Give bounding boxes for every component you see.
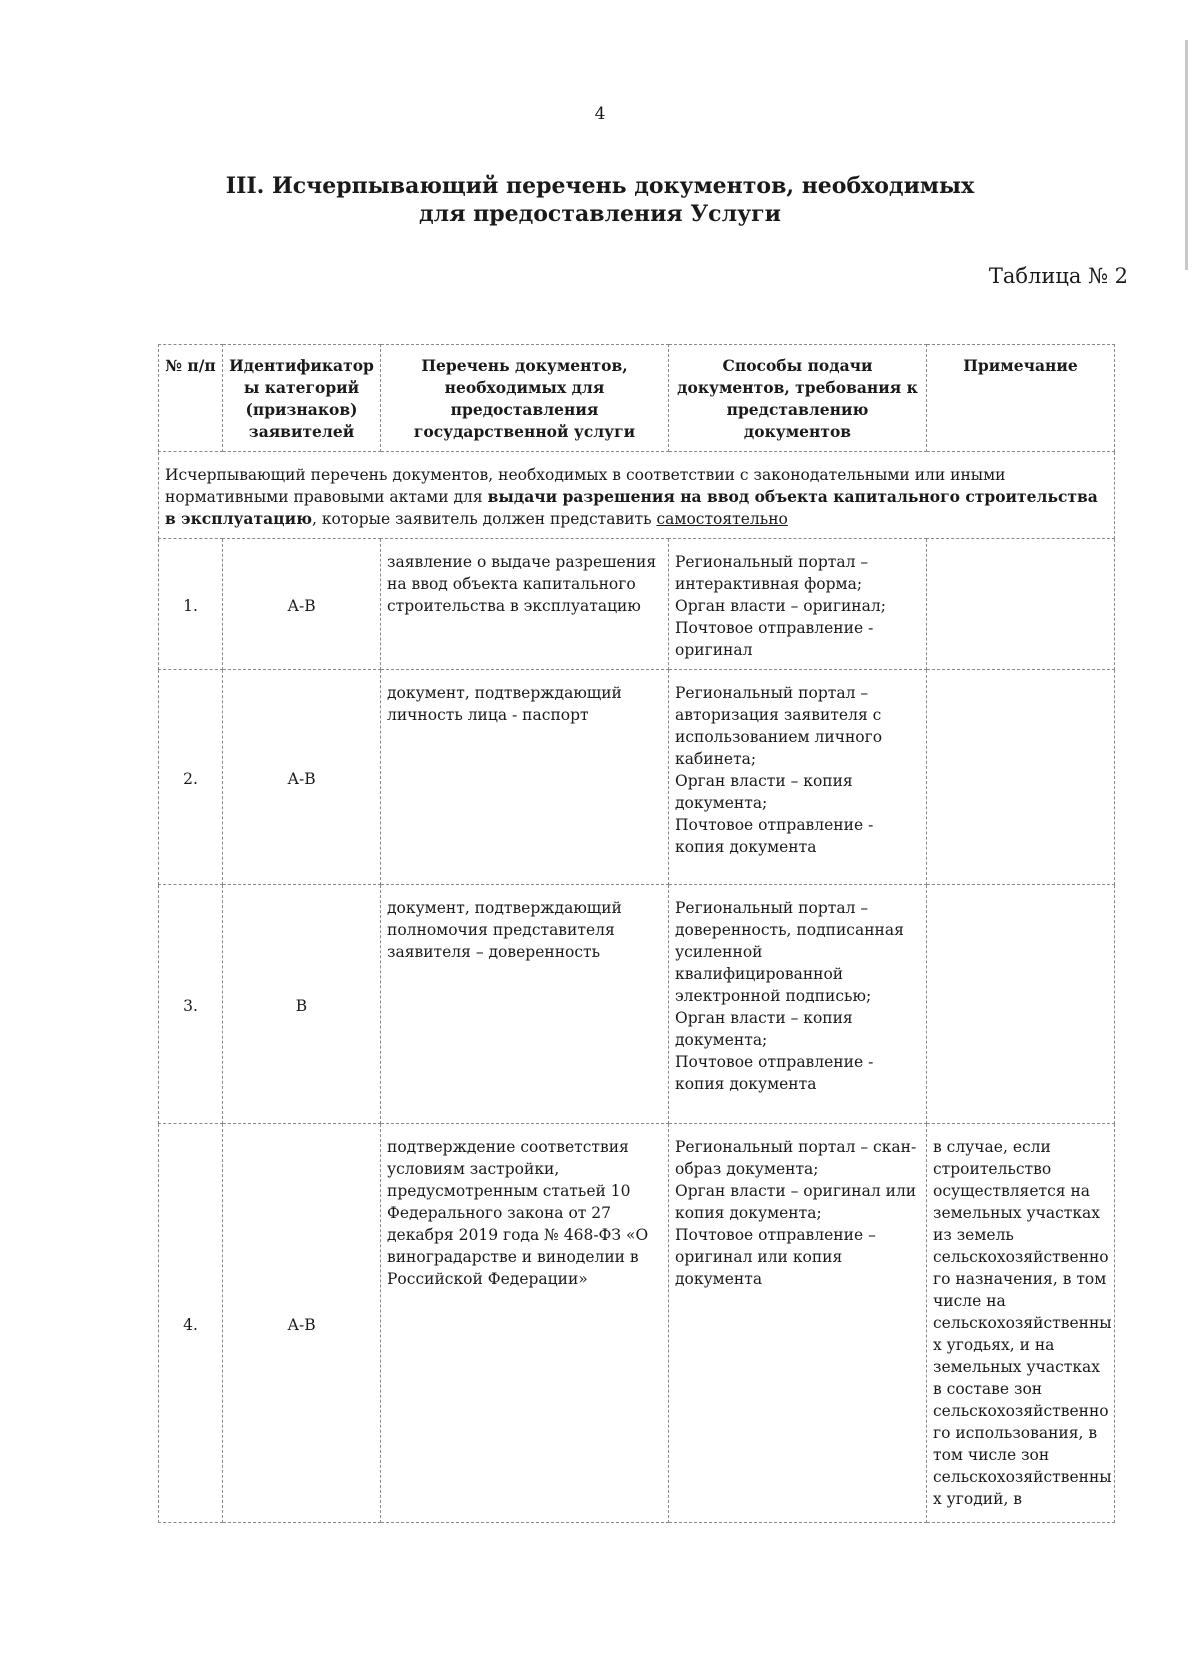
scan-edge-mark: [1185, 40, 1188, 270]
row-method: Орган власти – копия документа;: [675, 772, 853, 812]
intro-row: [159, 452, 1115, 539]
table-row: [159, 670, 1115, 885]
page-number: 4: [594, 104, 606, 124]
row-category: А-В: [223, 670, 381, 885]
row-document: документ, подтверждающий полномочия представителя заявителя – доверенность: [381, 885, 669, 1124]
row-method: Орган власти – оригинал;: [675, 597, 886, 615]
table-row: [159, 1124, 1115, 1523]
section-title-line-2: для предоставления Услуги: [419, 201, 781, 227]
documents-table: [158, 344, 1115, 1523]
row-methods: [669, 539, 927, 670]
row-category: А-В: [223, 1124, 381, 1523]
row-number: 4.: [159, 1124, 223, 1523]
row-number: 2.: [159, 670, 223, 885]
row-method: Почтовое отправление – оригинал или копия документа: [675, 1226, 876, 1288]
row-note: [927, 539, 1115, 670]
row-document: заявление о выдаче разрешения на ввод объекта капитального строительства в эксплуатацию: [381, 539, 669, 670]
row-document: документ, подтверждающий личность лица - паспорт: [381, 670, 669, 885]
table-caption: Таблица № 2: [988, 264, 1128, 288]
row-category: А-В: [223, 539, 381, 670]
section-title: [0, 172, 1200, 228]
row-method: Почтовое отправление - копия документа: [675, 816, 874, 856]
row-methods: [669, 670, 927, 885]
header-note: Примечание: [927, 345, 1115, 452]
row-method: Региональный портал – интерактивная форма;: [675, 553, 869, 593]
row-method: Почтовое отправление - копия документа: [675, 1053, 874, 1093]
intro-part-3: , которые заявитель должен представить: [311, 510, 657, 528]
row-method: Орган власти – оригинал или копия документа;: [675, 1182, 917, 1222]
intro-part-2: выдачи разрешения на ввод объекта капитального строительства в эксплуатацию: [165, 487, 1098, 528]
row-methods: [669, 885, 927, 1124]
intro-text: [159, 452, 1115, 539]
section-title-line-1: III. Исчерпывающий перечень документов, необходимых: [225, 173, 975, 199]
row-note: [927, 885, 1115, 1124]
row-method: Орган власти – копия документа;: [675, 1009, 853, 1049]
row-category: В: [223, 885, 381, 1124]
row-note: [927, 670, 1115, 885]
intro-part-4: самостоятельно: [656, 510, 788, 528]
row-methods: [669, 1124, 927, 1523]
row-number: 3.: [159, 885, 223, 1124]
header-documents: Перечень документов, необходимых для предоставления государственной услуги: [381, 345, 669, 452]
row-document: подтверждение соответствия условиям застройки, предусмотренным статьей 10 Федерального закона от 27 декабря 2019 года № 468-ФЗ «О виноградарстве и виноделии в Российской Федерации»: [381, 1124, 669, 1523]
row-method: Региональный портал – доверенность, подписанная усиленной квалифицированной электронной подписью;: [675, 899, 904, 1005]
table-row: [159, 539, 1115, 670]
row-note: в случае, если строительство осуществляется на земельных участках из земель сельскохозяйственно го назначения, в том числе на сельскохозяйственны х угодьях, и на земельных участках в составе зон сельскохозяйственно го использования, в том числе зон сельскохозяйственны х угодий, в: [927, 1124, 1115, 1523]
header-methods: Способы подачи документов, требования к представлению документов: [669, 345, 927, 452]
table-header-row: [159, 345, 1115, 452]
row-method: Региональный портал – скан-образ документа;: [675, 1138, 917, 1178]
row-number: 1.: [159, 539, 223, 670]
header-number: № п/п: [159, 345, 223, 452]
row-method: Региональный портал – авторизация заявителя с использованием личного кабинета;: [675, 684, 883, 768]
intro-part-1: Исчерпывающий перечень документов, необходимых в соответствии с законодательными или иными нормативными правовыми актами для: [165, 466, 1006, 506]
table-row: [159, 885, 1115, 1124]
row-method: Почтовое отправление - оригинал: [675, 619, 874, 659]
header-category: Идентификатор ы категорий (признаков) заявителей: [223, 345, 381, 452]
